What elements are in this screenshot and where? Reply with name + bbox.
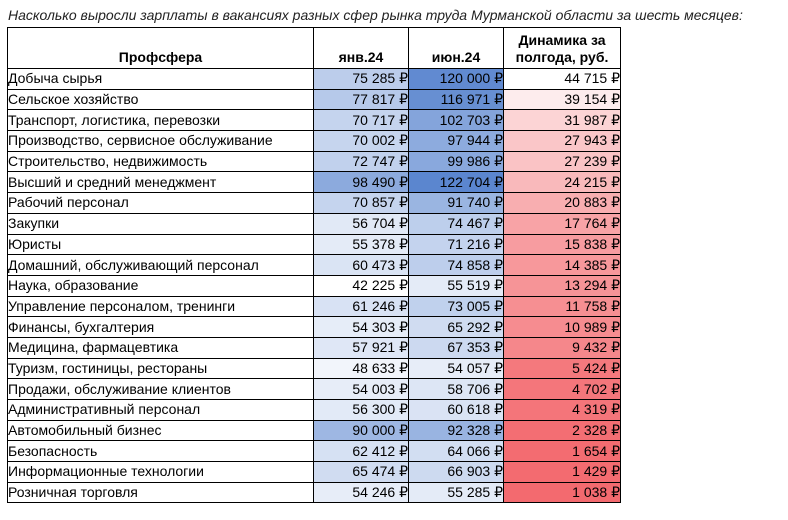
cell-profsfera: Домашний, обслуживающий персонал (8, 255, 314, 276)
cell-dynamics: 27 943 ₽ (504, 131, 621, 152)
table-row (8, 379, 621, 400)
salary-table (7, 27, 621, 503)
column-header-jun: июн.24 (409, 28, 504, 69)
cell-profsfera: Закупки (8, 213, 314, 234)
table-caption: Насколько выросли зарплаты в вакансиях разных сфер рынка труда Мурманской области за шесть месяцев: (8, 7, 743, 23)
cell-jun-salary: 66 903 ₽ (409, 462, 504, 483)
cell-profsfera: Юристы (8, 234, 314, 255)
table-row (8, 358, 621, 379)
table-row (8, 69, 621, 90)
cell-profsfera: Рабочий персонал (8, 193, 314, 214)
cell-jun-salary: 55 519 ₽ (409, 275, 504, 296)
cell-profsfera: Розничная торговля (8, 482, 314, 503)
table-row (8, 110, 621, 131)
cell-profsfera: Автомобильный бизнес (8, 420, 314, 441)
header-row (8, 28, 621, 69)
cell-jan-salary: 70 717 ₽ (314, 110, 409, 131)
cell-profsfera: Финансы, бухгалтерия (8, 317, 314, 338)
cell-jun-salary: 91 740 ₽ (409, 193, 504, 214)
cell-jan-salary: 54 246 ₽ (314, 482, 409, 503)
cell-jun-salary: 99 986 ₽ (409, 151, 504, 172)
cell-dynamics: 1 654 ₽ (504, 441, 621, 462)
cell-dynamics: 24 215 ₽ (504, 172, 621, 193)
cell-profsfera: Наука, образование (8, 275, 314, 296)
column-header-dynamics: Динамика за полгода, руб. (504, 28, 621, 69)
cell-dynamics: 4 319 ₽ (504, 400, 621, 421)
cell-jan-salary: 60 473 ₽ (314, 255, 409, 276)
table-row (8, 441, 621, 462)
cell-jun-salary: 65 292 ₽ (409, 317, 504, 338)
cell-jan-salary: 42 225 ₽ (314, 275, 409, 296)
cell-dynamics: 27 239 ₽ (504, 151, 621, 172)
cell-profsfera: Туризм, гостиницы, рестораны (8, 358, 314, 379)
cell-jun-salary: 74 467 ₽ (409, 213, 504, 234)
cell-dynamics: 15 838 ₽ (504, 234, 621, 255)
cell-jan-salary: 77 817 ₽ (314, 89, 409, 110)
cell-jun-salary: 54 057 ₽ (409, 358, 504, 379)
cell-dynamics: 31 987 ₽ (504, 110, 621, 131)
cell-jun-salary: 55 285 ₽ (409, 482, 504, 503)
cell-dynamics: 20 883 ₽ (504, 193, 621, 214)
cell-jan-salary: 56 300 ₽ (314, 400, 409, 421)
cell-jan-salary: 54 303 ₽ (314, 317, 409, 338)
table-row (8, 255, 621, 276)
cell-dynamics: 11 758 ₽ (504, 296, 621, 317)
table-row (8, 482, 621, 503)
cell-dynamics: 13 294 ₽ (504, 275, 621, 296)
cell-jan-salary: 62 412 ₽ (314, 441, 409, 462)
table-row (8, 234, 621, 255)
cell-jan-salary: 75 285 ₽ (314, 69, 409, 90)
table-row (8, 172, 621, 193)
cell-profsfera: Производство, сервисное обслуживание (8, 131, 314, 152)
cell-dynamics: 5 424 ₽ (504, 358, 621, 379)
cell-profsfera: Управление персоналом, тренинги (8, 296, 314, 317)
table-row (8, 275, 621, 296)
cell-profsfera: Транспорт, логистика, перевозки (8, 110, 314, 131)
cell-jan-salary: 61 246 ₽ (314, 296, 409, 317)
cell-profsfera: Продажи, обслуживание клиентов (8, 379, 314, 400)
cell-dynamics: 4 702 ₽ (504, 379, 621, 400)
cell-jun-salary: 74 858 ₽ (409, 255, 504, 276)
cell-jan-salary: 65 474 ₽ (314, 462, 409, 483)
table-row (8, 296, 621, 317)
cell-jan-salary: 72 747 ₽ (314, 151, 409, 172)
cell-profsfera: Безопасность (8, 441, 314, 462)
cell-jan-salary: 90 000 ₽ (314, 420, 409, 441)
cell-jun-salary: 58 706 ₽ (409, 379, 504, 400)
cell-profsfera: Административный персонал (8, 400, 314, 421)
cell-jun-salary: 122 704 ₽ (409, 172, 504, 193)
cell-jun-salary: 116 971 ₽ (409, 89, 504, 110)
cell-jun-salary: 73 005 ₽ (409, 296, 504, 317)
column-header-profsfera: Профсфера (8, 28, 314, 69)
cell-profsfera: Добыча сырья (8, 69, 314, 90)
table-row (8, 151, 621, 172)
table-body (8, 69, 621, 503)
table-row (8, 89, 621, 110)
cell-jun-salary: 71 216 ₽ (409, 234, 504, 255)
cell-profsfera: Высший и средний менеджмент (8, 172, 314, 193)
cell-jan-salary: 70 857 ₽ (314, 193, 409, 214)
cell-dynamics: 14 385 ₽ (504, 255, 621, 276)
cell-jan-salary: 55 378 ₽ (314, 234, 409, 255)
table-row (8, 317, 621, 338)
table-row (8, 193, 621, 214)
cell-dynamics: 10 989 ₽ (504, 317, 621, 338)
cell-profsfera: Информационные технологии (8, 462, 314, 483)
cell-dynamics: 2 328 ₽ (504, 420, 621, 441)
table-row (8, 400, 621, 421)
cell-dynamics: 44 715 ₽ (504, 69, 621, 90)
cell-jun-salary: 92 328 ₽ (409, 420, 504, 441)
cell-jun-salary: 64 066 ₽ (409, 441, 504, 462)
cell-jun-salary: 97 944 ₽ (409, 131, 504, 152)
cell-profsfera: Сельское хозяйство (8, 89, 314, 110)
cell-jan-salary: 57 921 ₽ (314, 337, 409, 358)
cell-dynamics: 1 429 ₽ (504, 462, 621, 483)
cell-dynamics: 1 038 ₽ (504, 482, 621, 503)
table-row (8, 462, 621, 483)
cell-profsfera: Медицина, фармацевтика (8, 337, 314, 358)
cell-dynamics: 39 154 ₽ (504, 89, 621, 110)
cell-jan-salary: 54 003 ₽ (314, 379, 409, 400)
table-row (8, 420, 621, 441)
cell-jan-salary: 70 002 ₽ (314, 131, 409, 152)
cell-jun-salary: 102 703 ₽ (409, 110, 504, 131)
cell-jun-salary: 60 618 ₽ (409, 400, 504, 421)
cell-jan-salary: 98 490 ₽ (314, 172, 409, 193)
cell-jan-salary: 56 704 ₽ (314, 213, 409, 234)
cell-jun-salary: 120 000 ₽ (409, 69, 504, 90)
cell-jan-salary: 48 633 ₽ (314, 358, 409, 379)
cell-dynamics: 9 432 ₽ (504, 337, 621, 358)
table-row (8, 337, 621, 358)
table-row (8, 131, 621, 152)
column-header-jan: янв.24 (314, 28, 409, 69)
table-row (8, 213, 621, 234)
cell-dynamics: 17 764 ₽ (504, 213, 621, 234)
cell-profsfera: Строительство, недвижимость (8, 151, 314, 172)
cell-jun-salary: 67 353 ₽ (409, 337, 504, 358)
